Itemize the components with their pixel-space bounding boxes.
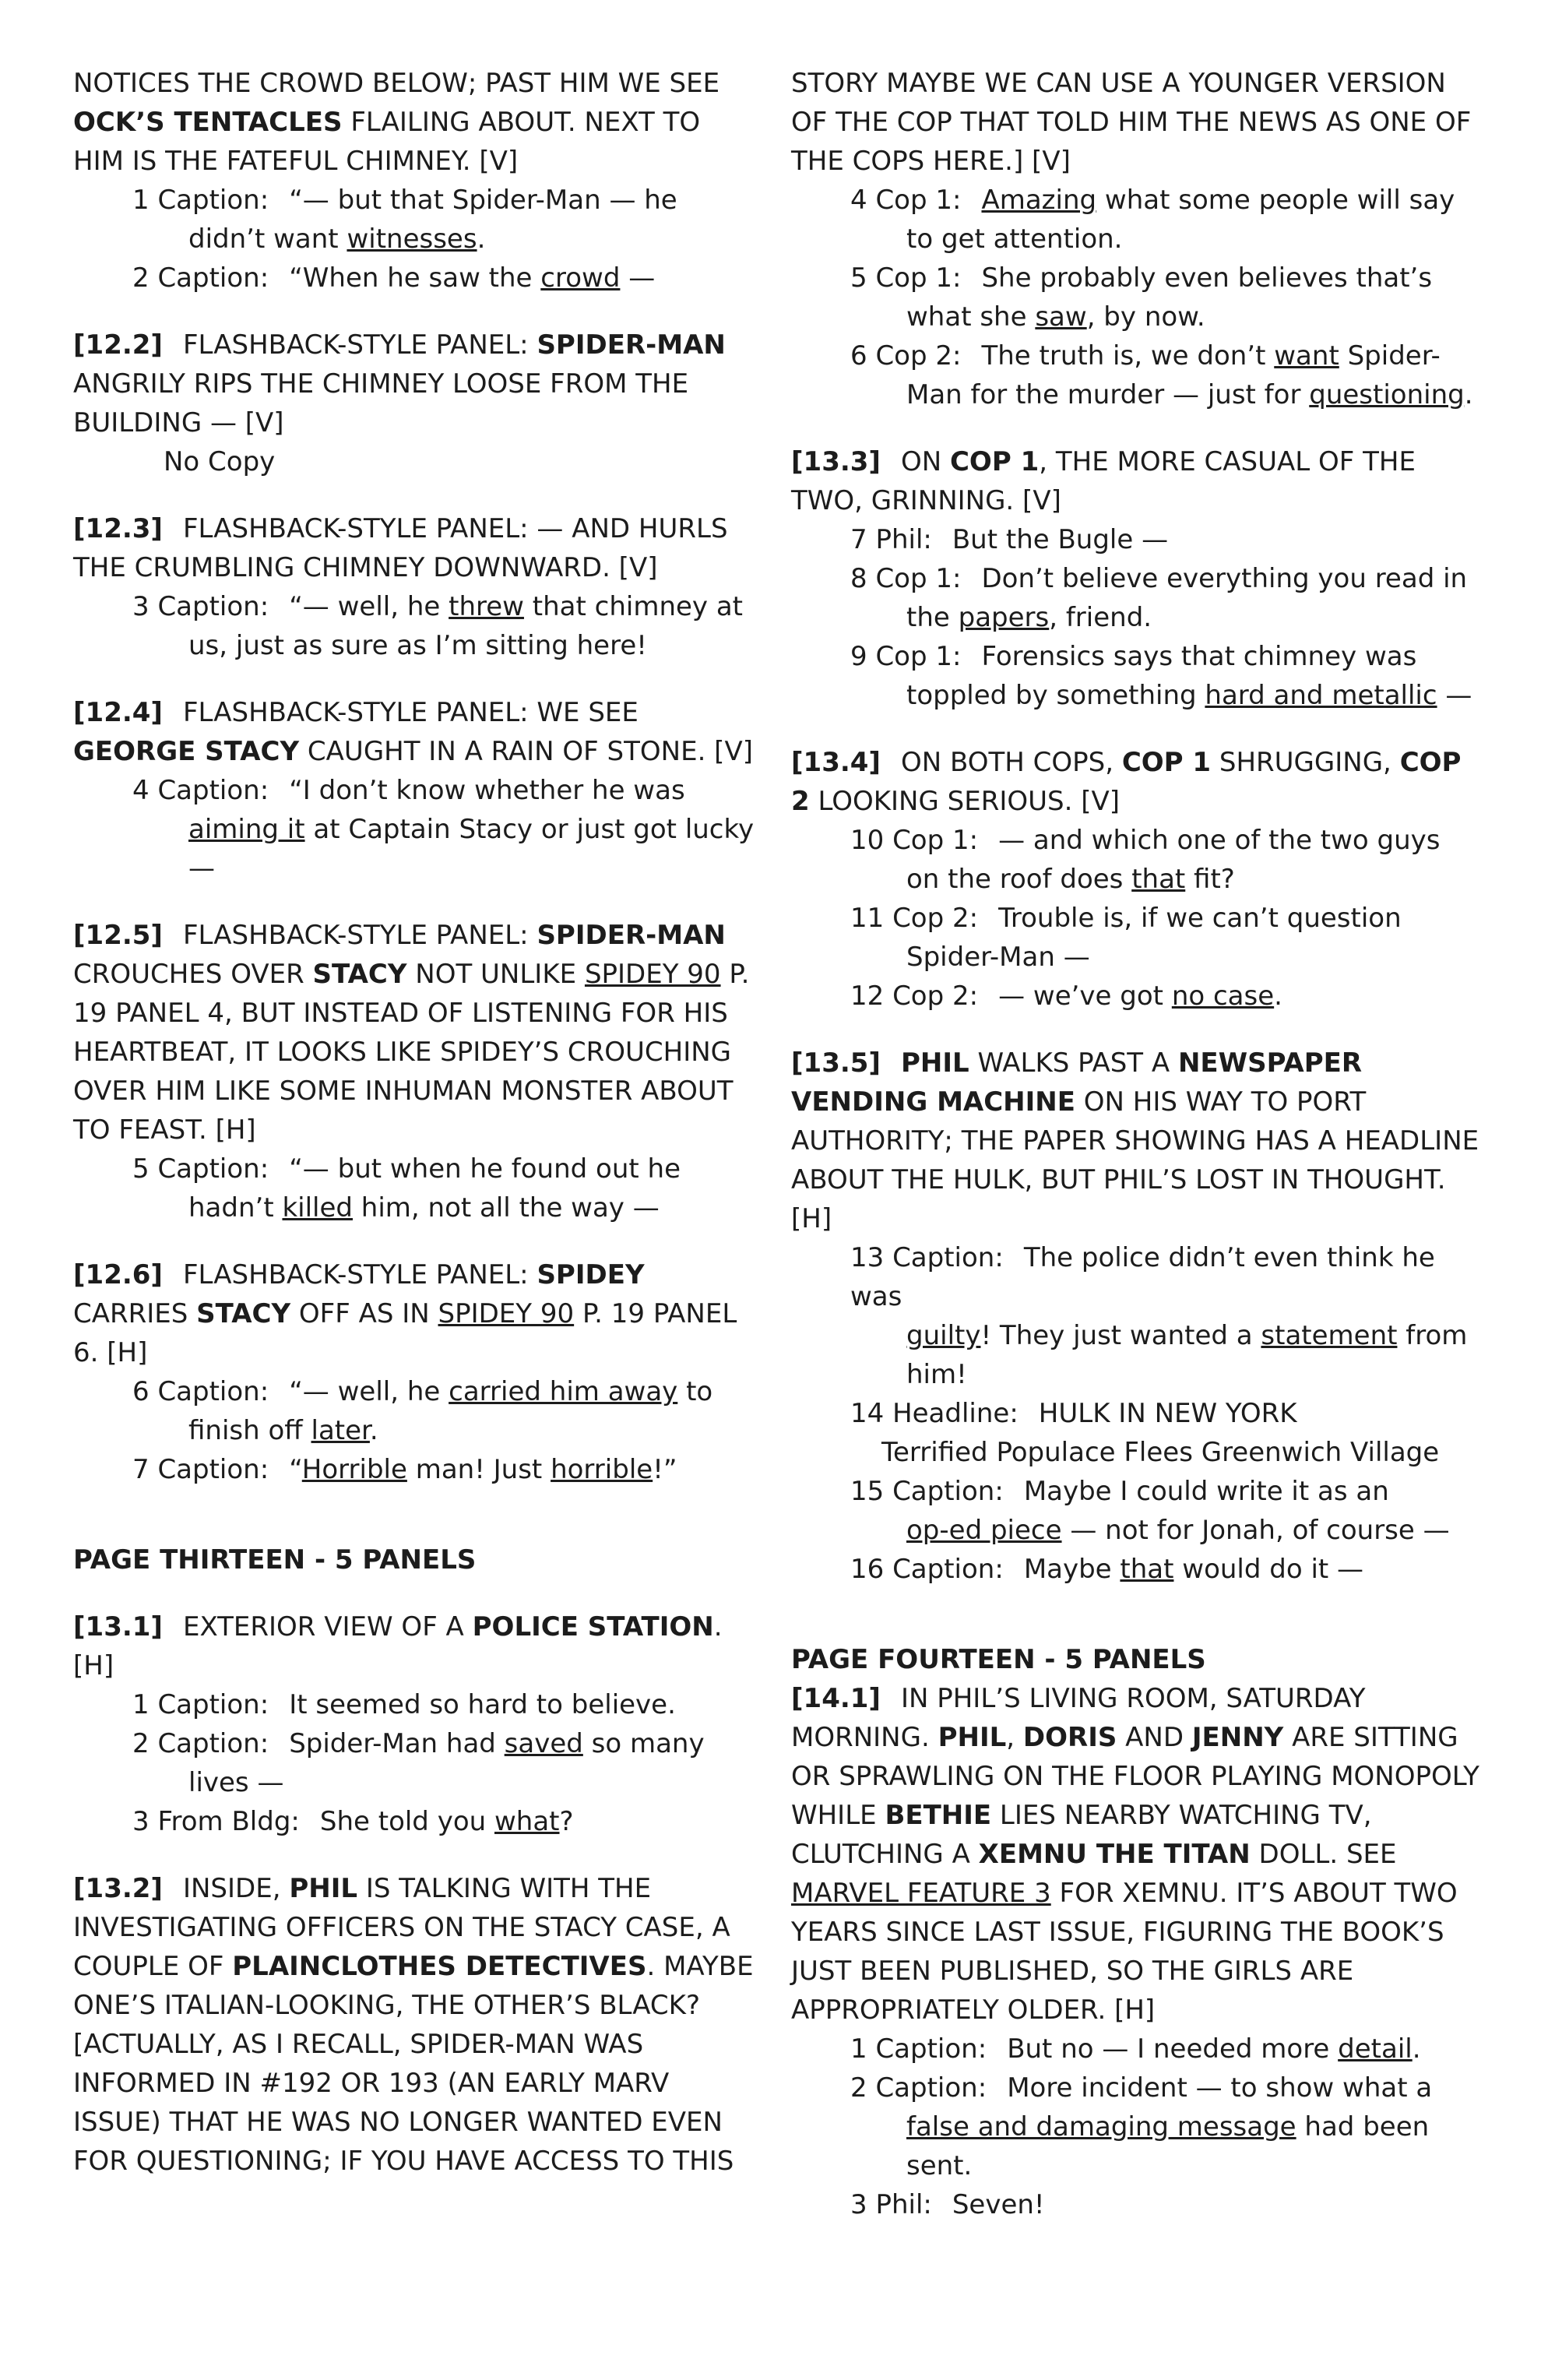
dialogue-line: 2 Caption: Spider-Man had saved so many lives — [132,1728,705,1798]
page-thirteen-heading: PAGE THIRTEEN - 5 PANELS [73,1544,477,1576]
left-column [73,64,758,2181]
dialogue-line: 11 Cop 2: Trouble is, if we can’t question Spider-Man — [850,903,1402,973]
dialogue-line: 13 Caption: The police didn’t even think he was guilty! They just wanted a statement from him! [850,1242,1468,1390]
dialogue-line: 3 From Bldg: She told you what? [132,1806,574,1837]
dialogue-line: 12 Cop 2: — we’ve got no case. [850,981,1282,1012]
dialogue-line: 1 Caption: But no — I needed more detail. [850,2033,1421,2065]
panel-12-2-description: [12.2] FLASHBACK-STYLE PANEL: SPIDER-MAN ANGRILY RIPS THE CHIMNEY LOOSE FROM THE BUILDING — [V] [73,329,726,438]
panel-13-4-description: [13.4] ON BOTH COPS, COP 1 SHRUGGING, COP 2 LOOKING SERIOUS. [V] [791,747,1462,817]
dialogue-line: 2 Caption: “When he saw the crowd — [132,262,656,294]
panel-13-2-continued: STORY MAYBE WE CAN USE A YOUNGER VERSION OF THE COP THAT TOLD HIM THE NEWS AS ONE OF THE COPS HERE.] [V] [791,68,1472,177]
panel-13-2-description: [13.2] INSIDE, PHIL IS TALKING WITH THE INVESTIGATING OFFICERS ON THE STACY CASE, A COUPLE OF PLAINCLOTHES DETECTIVES. MAYBE ONE’S ITALIAN-LOOKING, THE OTHER’S BLACK? [ACTUALLY, AS I RECALL, SPIDER-MAN WAS INFORMED IN #192 OR 193 (AN EARLY MARV ISSUE) THAT HE WAS NO LONGER WANTED EVEN FOR QUESTIONING; IF YOU HAVE ACCESS TO THIS [73,1873,754,2177]
panel-14-1-description: [14.1] IN PHIL’S LIVING ROOM, SATURDAY MORNING. PHIL, DORIS AND JENNY ARE SITTING OR SPRAWLING ON THE FLOOR PLAYING MONOPOLY WHILE BETHIE LIES NEARBY WATCHING TV, CLUTCHING A XEMNU THE TITAN DOLL. SEE MARVEL FEATURE 3 FOR XEMNU. IT’S ABOUT TWO YEARS SINCE LAST ISSUE, FIGURING THE BOOK’S JUST BEEN PUBLISHED, SO THE GIRLS ARE APPROPRIATELY OLDER. [H] [791,1683,1479,2026]
panel-13-1-description: [13.1] EXTERIOR VIEW OF A POLICE STATION. [H] [73,1611,723,1681]
dialogue-line: 4 Caption: “I don’t know whether he was aiming it at Captain Stacy or just got lucky — [132,775,755,884]
dialogue-line: 3 Phil: Seven! [850,2189,1045,2220]
panel-12-3-description: [12.3] FLASHBACK-STYLE PANEL: — AND HURLS THE CRUMBLING CHIMNEY DOWNWARD. [V] [73,513,728,583]
dialogue-line: 6 Cop 2: The truth is, we don’t want Spider- Man for the murder — just for questioning. [850,340,1473,410]
page-fourteen-heading: PAGE FOURTEEN - 5 PANELS [791,1644,1206,1675]
dialogue-line: 5 Cop 1: She probably even believes that’s what she saw, by now. [850,262,1433,333]
panel-12-1-description: NOTICES THE CROWD BELOW; PAST HIM WE SEE OCK’S TENTACLES FLAILING ABOUT. NEXT TO HIM IS THE FATEFUL CHIMNEY. [V] [73,68,720,177]
dialogue-line: 6 Caption: “— well, he carried him away to finish off later. [132,1376,713,1446]
dialogue-line: 14 Headline: HULK IN NEW YORK [850,1398,1297,1429]
panel-12-4-description: [12.4] FLASHBACK-STYLE PANEL: WE SEE GEORGE STACY CAUGHT IN A RAIN OF STONE. [V] [73,697,753,767]
dialogue-line: 2 Caption: More incident — to show what a false and damaging message had been sent. [850,2072,1433,2181]
panel-12-6-description: [12.6] FLASHBACK-STYLE PANEL: SPIDEY CARRIES STACY OFF AS IN SPIDEY 90 P. 19 PANEL 6. [H] [73,1259,737,1368]
right-column [791,64,1484,2224]
dialogue-line: 10 Cop 1: — and which one of the two guys on the roof does that fit? [850,825,1441,895]
dialogue-line: 8 Cop 1: Don’t believe everything you read in the papers, friend. [850,563,1468,633]
dialogue-line: 7 Caption: “Horrible man! Just horrible!” [132,1454,677,1485]
panel-12-5-description: [12.5] FLASHBACK-STYLE PANEL: SPIDER-MAN CROUCHES OVER STACY NOT UNLIKE SPIDEY 90 P. 19 PANEL 4, BUT INSTEAD OF LISTENING FOR HIS HEARTBEAT, IT LOOKS LIKE SPIDEY’S CROUCHING OVER HIM LIKE SOME INHUMAN MONSTER ABOUT TO FEAST. [H] [73,920,750,1146]
dialogue-line: 5 Caption: “— but when he found out he hadn’t killed him, not all the way — [132,1153,681,1223]
no-copy-note: No Copy [164,446,276,477]
dialogue-line: 16 Caption: Maybe that would do it — [850,1554,1364,1585]
dialogue-line: 1 Caption: “— but that Spider-Man — he didn’t want witnesses. [132,185,677,255]
headline-subline: Terrified Populace Flees Greenwich Village [881,1437,1440,1468]
dialogue-line: 9 Cop 1: Forensics says that chimney was toppled by something hard and metallic — [850,641,1472,711]
dialogue-line: 4 Cop 1: Amazing what some people will say to get attention. [850,185,1455,255]
panel-13-5-description: [13.5] PHIL WALKS PAST A NEWSPAPER VENDING MACHINE ON HIS WAY TO PORT AUTHORITY; THE PAPER SHOWING HAS A HEADLINE ABOUT THE HULK, BUT PHIL’S LOST IN THOUGHT. [H] [791,1047,1479,1234]
dialogue-line: 1 Caption: It seemed so hard to believe. [132,1689,676,1720]
dialogue-line: 7 Phil: But the Bugle — [850,524,1169,555]
dialogue-line: 3 Caption: “— well, he threw that chimney at us, just as sure as I’m sitting here! [132,591,743,661]
panel-13-3-description: [13.3] ON COP 1, THE MORE CASUAL OF THE TWO, GRINNING. [V] [791,446,1416,516]
dialogue-line: 15 Caption: Maybe I could write it as an op-ed piece — not for Jonah, of course — [850,1476,1450,1546]
